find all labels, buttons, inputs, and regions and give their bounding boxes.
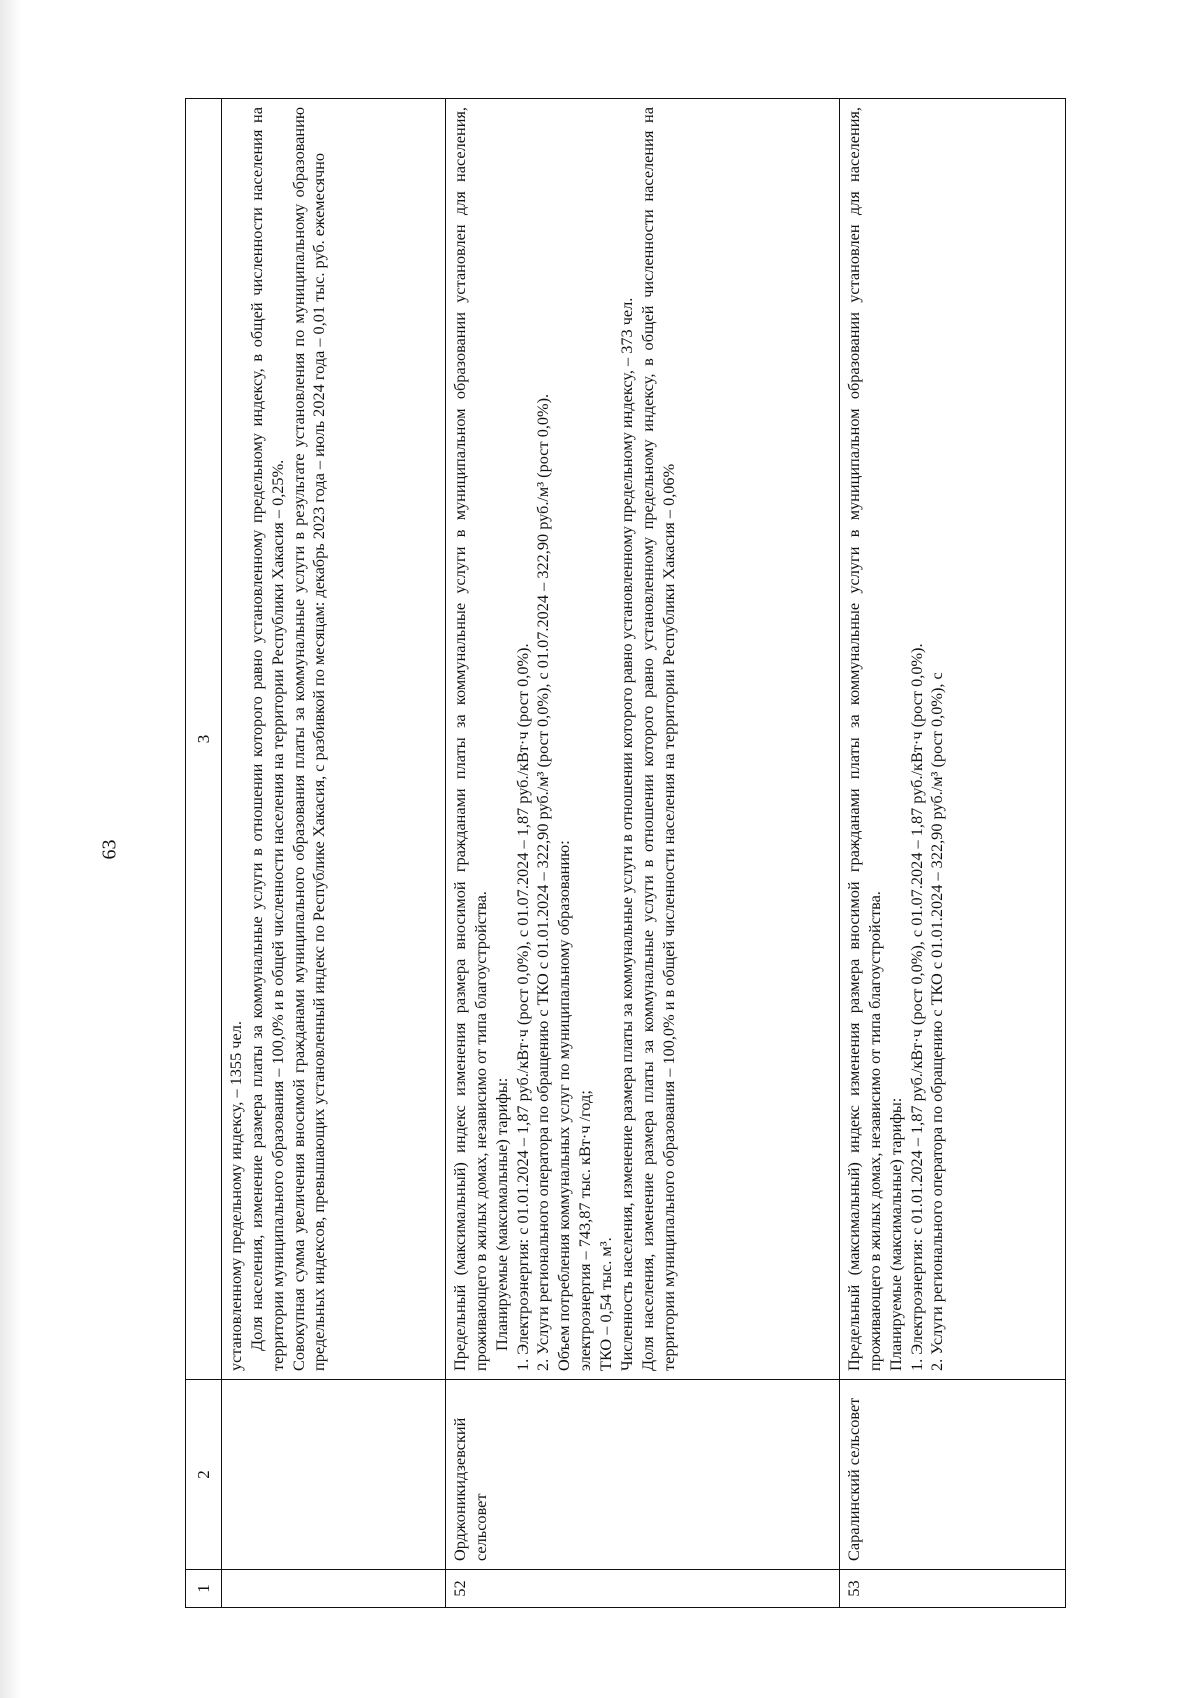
table-row bbox=[446, 99, 840, 1608]
municipality-name: Орджоникидзевский сельсовет bbox=[446, 1380, 840, 1570]
row-number bbox=[222, 1570, 446, 1608]
municipality-name: Саралинский сельсовет bbox=[840, 1380, 1066, 1570]
paragraph: электроэнергия – 743,87 тыс. кВт·ч /год; bbox=[575, 1090, 595, 1371]
row-number: 52 bbox=[446, 1570, 840, 1608]
paragraph: Предельный (максимальный) индекс изменения размера вносимой гражданами платы за коммунальные услуги в муниципальном образовании установлен для населения, проживающего в жилых домах, независимо от типа благоустройства. bbox=[450, 107, 490, 1371]
paragraph: ТКО – 0,54 тыс. м³. bbox=[596, 1237, 616, 1371]
paragraph: Доля населения, изменение размера платы за коммунальные услуги в отношении которого равно установленному предельному индексу, в общей численности населения на территории муниципального образования – 100,0% и в общей численности населения на территории Республики Хакасия – 0,25%. bbox=[246, 107, 287, 1371]
page-number-text: 63 bbox=[98, 839, 121, 859]
paragraph: 1. Электроэнергия: с 01.01.2024 – 1,87 руб./кВт·ч (рост 0,0%), с 01.07.2024 – 1,87 руб./кВт·ч (рост 0,0%). bbox=[512, 643, 532, 1371]
paragraph: Предельный (максимальный) индекс изменения размера вносимой гражданами платы за коммунальные услуги в муниципальном образовании установлен для населения, проживающего в жилых домах, независимо от типа благоустройства. bbox=[844, 107, 884, 1371]
table-header-row bbox=[186, 99, 222, 1608]
paragraph: Планируемые (максимальные) тарифы: bbox=[491, 1077, 511, 1351]
paragraph: 2. Услуги регионального оператора по обращению с ТКО с 01.01.2024 – 322,90 руб./м³ (рост 0,0%), с bbox=[927, 672, 947, 1371]
paragraph: Совокупная сумма увеличения вносимой гражданами муниципального образования платы за коммунальные услуги в результате установления по муниципальному образованию предельных индексов, превышающих установленный индекс по Республике Хакасия, с разбивкой по месяцам: декабрь 2023 года – июль 2024 года – 0,01 тыс. руб. ежемесячно bbox=[288, 107, 329, 1371]
row-description bbox=[840, 99, 1066, 1380]
row-description bbox=[446, 99, 840, 1380]
paragraph: Доля населения, изменение размера платы за коммунальные услуги в отношении которого равно установленному предельному индексу, в общей численности населения на территории муниципального образования – 100,0% и в общей численности населения на территории Республики Хакасия – 0,06% bbox=[637, 107, 678, 1371]
page-number bbox=[90, 829, 130, 869]
row-number: 53 bbox=[840, 1570, 1066, 1608]
table-row bbox=[222, 99, 446, 1608]
paragraph: Численность населения, изменение размера платы за коммунальные услуги в отношении которого равно установленному предельному индексу, – 373 чел. bbox=[616, 297, 636, 1371]
paragraph: Объем потребления коммунальных услуг по муниципальному образованию: bbox=[554, 840, 574, 1371]
municipality-name bbox=[222, 1380, 446, 1570]
table-row bbox=[840, 99, 1066, 1608]
paragraph: установленному предельному индексу, – 1355 чел. bbox=[226, 1021, 245, 1371]
tariff-table bbox=[185, 98, 1066, 1608]
paragraph: 2. Услуги регионального оператора по обращению с ТКО с 01.01.2024 – 322,90 руб./м³ (рост 0,0%), с 01.07.2024 – 322,90 руб./м³ (рост 0,0%). bbox=[533, 393, 553, 1371]
paragraph: 1. Электроэнергия: с 01.01.2024 – 1,87 руб./кВт·ч (рост 0,0%), с 01.07.2024 – 1,87 руб./кВт·ч (рост 0,0%). bbox=[906, 643, 926, 1371]
paragraph: Планируемые (максимальные) тарифы: bbox=[885, 1097, 905, 1371]
row-description bbox=[222, 99, 446, 1380]
rotated-page-content bbox=[185, 98, 1065, 1608]
scan-edge bbox=[0, 0, 22, 1698]
header-col-1: 1 bbox=[186, 1570, 222, 1608]
header-col-3: 3 bbox=[186, 99, 222, 1380]
header-col-2: 2 bbox=[186, 1380, 222, 1570]
